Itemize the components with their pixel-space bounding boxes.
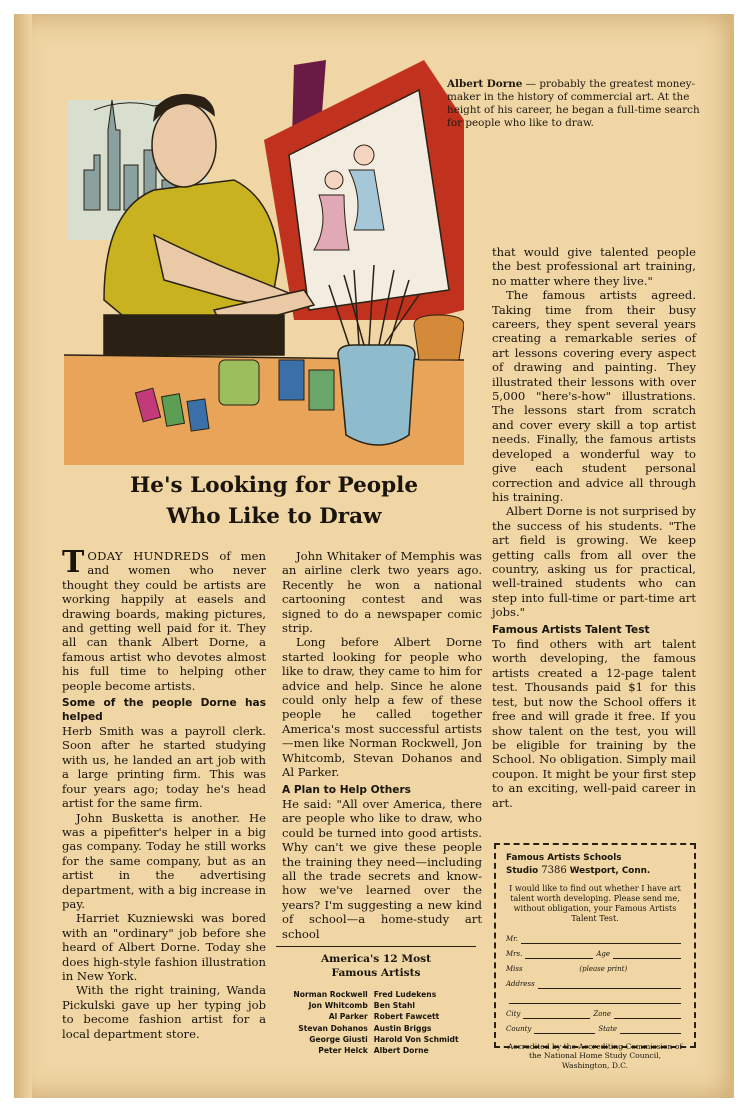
subheading: Famous Artists Talent Test	[492, 623, 650, 636]
paragraph: Long before Albert Dorne started looking for people who like to draw, they came to him for advice and help. Since he alone could only help a few of these people he called together America's most successful artists —men like Norman Rockwell, Jon Whitcomb, Stevan Dohanos and Al Parker.	[282, 635, 482, 780]
paragraph: To find others with art talent worth developing, the famous artists created a 12-page talent test. Thousands paid $1 for this test, but now the School offers it free and will grade it free. If you show talent on the test, you will be eligible for training by the School. No obligation. Simply mail coupon. It might be your first step to an exciting, well-paid career in art.	[492, 637, 696, 810]
label-age: Age	[596, 950, 611, 958]
form-line	[509, 995, 681, 1004]
paragraph: John Whitaker of Memphis was an airline clerk two years ago. Recently he won a national cartooning contest and was signed to do a newspaper comic strip.	[282, 549, 482, 636]
zone-field[interactable]	[614, 1010, 681, 1019]
paragraph: With the right training, Wanda Pickulski gave up her typing job to become fashion artist for a local department store.	[62, 983, 266, 1041]
subheading: A Plan to Help Others	[282, 783, 411, 796]
artist-name: George Giusti	[309, 1034, 368, 1044]
subheading: Some of the people Dorne has helped	[62, 697, 266, 723]
paragraph: Herb Smith was a payroll clerk. Soon after he started studying with us, he landed an art job with a large printing firm. This was four years ago; today he's head artist for the same firm.	[62, 724, 266, 811]
form-row-name	[506, 932, 684, 944]
artist-name: Norman Rockwell	[293, 990, 368, 999]
paragraph: John Busketta is another. He was a pipefitter's helper in a big gas company. Today he still works for the same company, but as an artist in the advertising department, with a big increase in pay.	[62, 810, 266, 911]
artist-name: Al Parker	[328, 1012, 368, 1022]
artist-names-left	[293, 989, 373, 1056]
artist-names	[276, 989, 476, 1056]
coupon-header	[506, 853, 684, 877]
form-spacer	[526, 966, 577, 974]
artist-name: Harold Von Schmidt	[373, 1034, 459, 1044]
famous-artists-title-line-1: America's 12 Most	[320, 953, 432, 965]
headline-line-2: Who Like to Draw	[166, 504, 382, 529]
albert-dorne-illustration	[64, 60, 464, 465]
form-row-miss	[506, 962, 684, 974]
artist-name: Robert Fawcett	[373, 1012, 440, 1022]
coupon-town: Westport, Conn.	[566, 865, 651, 876]
form-row-city-zone	[506, 1007, 684, 1019]
artist-name: Peter Helck	[318, 1046, 368, 1056]
label-state: State	[598, 1025, 618, 1033]
form-row-mrs-age	[506, 947, 684, 959]
famous-artists-list	[276, 946, 476, 1056]
coupon-studio-label: Studio	[506, 865, 542, 876]
label-mr: Mr.	[506, 935, 518, 943]
artist-name: Albert Dorne	[373, 1046, 429, 1056]
drop-cap: T	[62, 545, 85, 580]
label-city: City	[506, 1010, 521, 1018]
artist-name: Stevan Dohanos	[298, 1023, 368, 1033]
label-mrs: Mrs.	[506, 950, 523, 958]
illustration-caption	[447, 78, 707, 130]
artist-name: Austin Briggs	[373, 1023, 432, 1033]
form-row-spacer	[506, 992, 684, 1004]
paragraph: that would give talented people the best professional art training, no matter where they live."	[492, 245, 696, 288]
age-field[interactable]	[613, 950, 681, 959]
label-county: County	[506, 1025, 532, 1033]
label-address: Address	[506, 980, 535, 988]
famous-artists-title	[276, 946, 476, 980]
accreditation-note: Accredited by the Accrediting Commission of the National Home Study Council, Washington, D.C.	[507, 1042, 683, 1070]
coupon-studio-number: 7386	[541, 864, 567, 876]
article-column-2	[282, 549, 482, 941]
paragraph: Harriet Kuzniewski was bored with an "ordinary" job before she heard of Albert Dorne. Today she does high-style fashion illustration in New York.	[62, 911, 266, 983]
caption-text: — probably the greatest money-maker in the history of commercial art. At the height of his career, he began a full-time search for people who like to draw.	[447, 78, 700, 129]
address-field[interactable]	[538, 980, 681, 989]
label-miss: Miss	[506, 965, 523, 973]
lead-smallcaps: ODAY HUNDREDS	[87, 549, 210, 563]
label-please-print: (please print)	[579, 965, 628, 973]
mail-coupon[interactable]	[494, 843, 696, 1070]
headline	[64, 470, 484, 532]
paragraph: He said: "All over America, there are people who like to draw, who could be turned into good artists. Why can't we give these people the training they need—including all the trade secrets and know-how we've learned over the years? I'm suggesting a new kind of school—a home-study art school	[282, 797, 482, 941]
paragraph	[62, 545, 266, 693]
caption-name: Albert Dorne	[447, 78, 523, 90]
artist-name: Ben Stahl	[373, 1001, 416, 1011]
form-spacer	[630, 966, 681, 974]
form-row-address	[506, 977, 684, 989]
paragraph-text: of men and women who never thought they could be artists are working happily at easels and drawing boards, making pictures, and getting well paid for it. They all can thank Albert Dorne, a famous artist who devotes almost his full time to helping other people become artists.	[62, 549, 266, 693]
county-field[interactable]	[534, 1025, 595, 1034]
page-spine	[14, 14, 32, 1098]
state-field[interactable]	[620, 1025, 681, 1034]
name-field[interactable]	[521, 935, 681, 944]
artist-name: Jon Whitcomb	[308, 1001, 368, 1011]
headline-line-1: He's Looking for People	[129, 473, 419, 498]
coupon-school: Famous Artists Schools	[506, 853, 622, 863]
famous-artists-title-line-2: Famous Artists	[331, 966, 421, 979]
artist-name: Fred Ludekens	[373, 990, 437, 999]
coupon-address	[506, 865, 684, 878]
paragraph: Albert Dorne is not surprised by the success of his students. "The art field is growing. We keep getting calls from all over the country, asking us for practical, well-trained students who can step into full-time or part-time art jobs."	[492, 504, 696, 620]
artist-names-right	[374, 989, 459, 1056]
paragraph: The famous artists agreed. Taking time from their busy careers, they spent several years creating a remarkable series of art lessons covering every aspect of drawing and painting. They illustrated their lessons with over 5,000 "here's-how" illustrations. The lessons start from scratch and cover every skill a top artist needs. Finally, the famous artists developed a wonderful way to give each student personal correction and advice all through his training.	[492, 288, 696, 504]
article-column-3	[492, 245, 696, 810]
coupon-body: I would like to find out whether I have art talent worth developing. Please send me, without obligation, your Famous Artists Talent Test.	[509, 883, 681, 923]
article-column-1	[62, 545, 266, 1041]
coupon-form	[506, 932, 684, 1034]
label-zone: Zone	[593, 1010, 612, 1018]
form-row-county-state	[506, 1022, 684, 1034]
city-field[interactable]	[523, 1010, 590, 1019]
form-line	[525, 950, 593, 959]
